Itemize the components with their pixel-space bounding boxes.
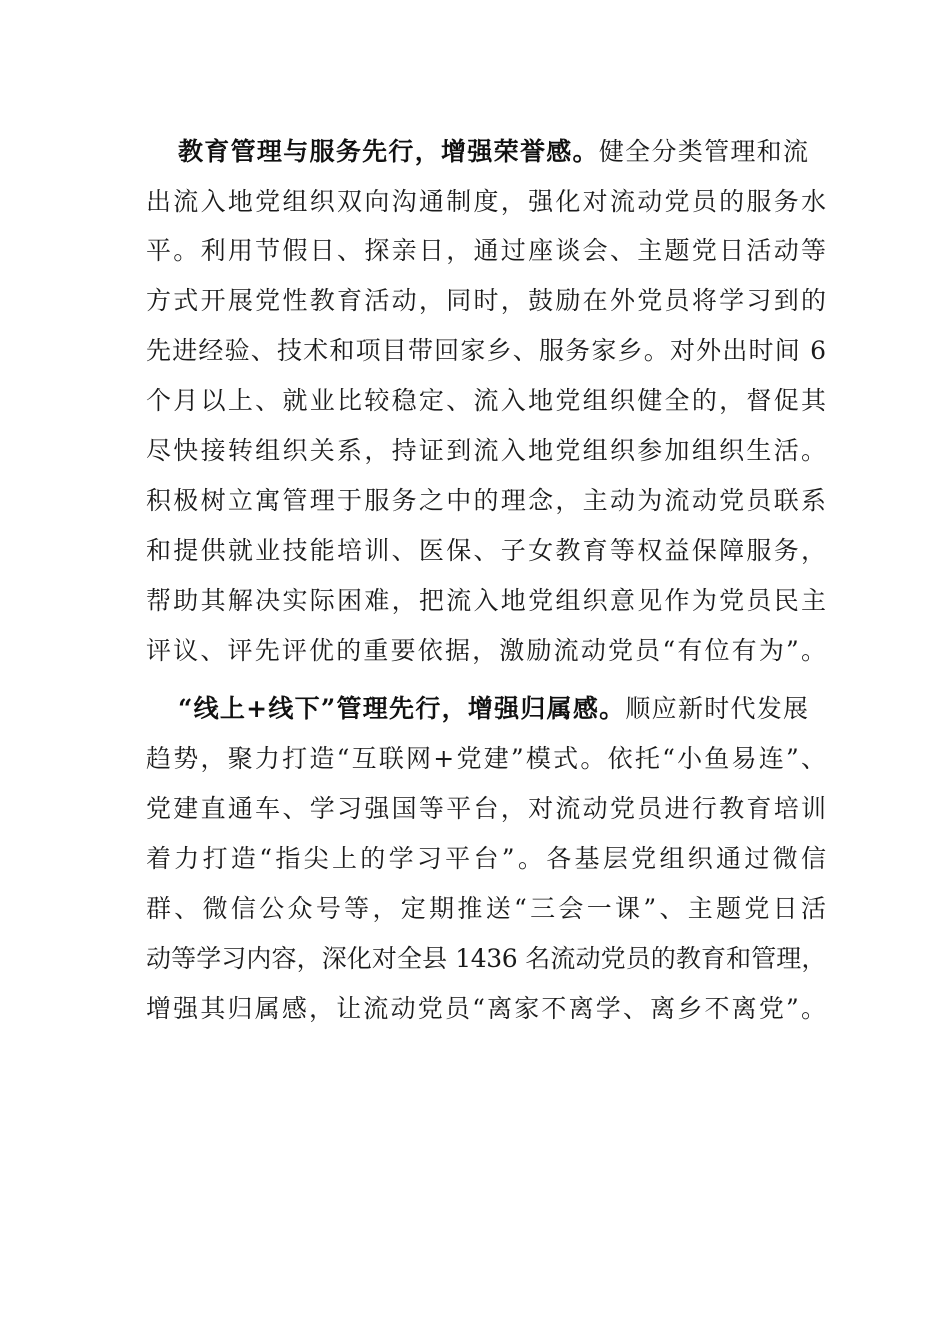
paragraph-1-line-3: 平。利用节假日、探亲日，通过座谈会、主题党日活动等: [146, 236, 826, 265]
paragraph-2-line-1-text: 顺应新时代发展: [625, 694, 808, 723]
paragraph-2-line-4: 着力打造“指尖上的学习平台”。各基层党组织通过微信: [146, 844, 826, 873]
paragraph-1-line-7: 尽快接转组织关系，持证到流入地党组织参加组织生活。: [146, 436, 826, 465]
paragraph-1-line-1-text: 健全分类管理和流: [598, 137, 808, 166]
paragraph-1-heading: 教育管理与服务先行，增强荣誉感。: [178, 137, 599, 166]
paragraph-1-line-6: 个月以上、就业比较稳定、流入地党组织健全的，督促其: [146, 386, 826, 415]
paragraph-2-line-5: 群、微信公众号等，定期推送“三会一课”、主题党日活: [146, 894, 826, 923]
paragraph-1-line-1: [178, 127, 808, 177]
paragraph-2-line-6: 动等学习内容，深化对全县 1436 名流动党员的教育和管理，: [146, 944, 826, 973]
paragraph-1-line-5: 先进经验、技术和项目带回家乡、服务家乡。对外出时间 6: [146, 336, 826, 365]
paragraph-1-line-10: 帮助其解决实际困难，把流入地党组织意见作为党员民主: [146, 586, 826, 615]
paragraph-2-line-3: 党建直通车、学习强国等平台，对流动党员进行教育培训: [146, 794, 826, 823]
paragraph-2-line-1: [178, 684, 808, 734]
paragraph-2-line-2: 趋势，聚力打造“互联网+党建”模式。依托“小鱼易连”、: [146, 744, 826, 773]
paragraph-1-line-9: 和提供就业技能培训、医保、子女教育等权益保障服务，: [146, 536, 826, 565]
paragraph-1-line-11: 评议、评先评优的重要依据，激励流动党员“有位有为”。: [146, 636, 826, 665]
paragraph-2-heading: “线上+线下”管理先行，增强归属感。: [178, 694, 626, 723]
paragraph-1-line-2: 出流入地党组织双向沟通制度，强化对流动党员的服务水: [146, 187, 826, 216]
paragraph-1-line-4: 方式开展党性教育活动，同时，鼓励在外党员将学习到的: [146, 286, 826, 315]
paragraph-2-line-7: 增强其归属感，让流动党员“离家不离学、离乡不离党”。: [146, 994, 826, 1023]
paragraph-1-line-8: 积极树立寓管理于服务之中的理念，主动为流动党员联系: [146, 486, 826, 515]
